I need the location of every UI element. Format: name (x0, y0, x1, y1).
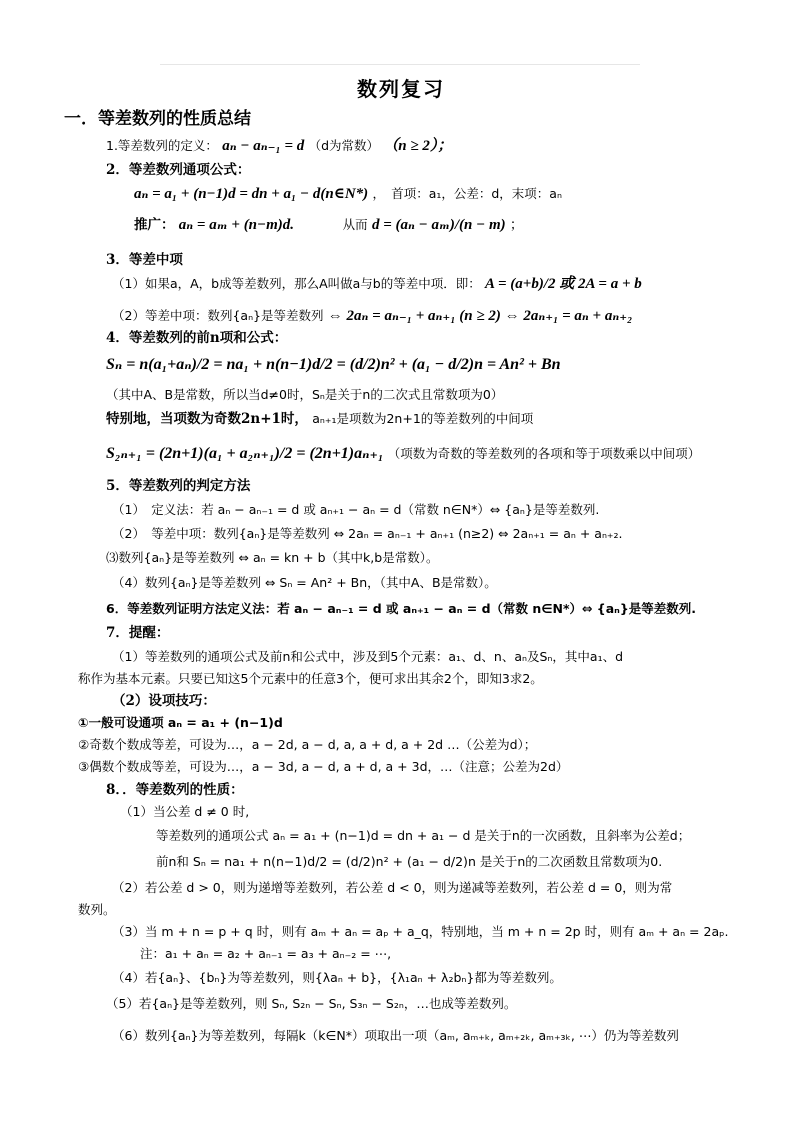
property-2-cont: 数列。 (78, 902, 116, 917)
property-6: （6）数列{aₙ}为等差数列，每隔k（k∈N*）项取出一项（aₘ, aₘ₊ₖ, aₘ₊₂ₖ, aₘ₊₃ₖ, ⋯）仍为等差数列 (112, 1028, 679, 1043)
criterion-4: （4）数列{aₙ}是等差数列 ⇔ Sₙ = An² + Bn，（其中A、B是常数）。 (112, 575, 497, 590)
section-heading: 一．等差数列的性质总结 (64, 109, 251, 129)
property-1: （1）当公差 d ≠ 0 时, (120, 804, 250, 819)
property-2: （2）若公差 d > 0，则为递增等差数列，若公差 d < 0，则为递减等差数列，若公差 d = 0，则为常 (112, 880, 673, 895)
arithmetic-mean-2: （2）等差中项：数列{aₙ}是等差数列 ⇔ 2aₙ = aₙ₋₁ + aₙ₊₁ (n ≥ 2) ⇔ 2aₙ₊₁ = aₙ + aₙ₊₂ (112, 308, 633, 324)
odd-terms-note: 特别地，当项数为奇数2n+1时， aₙ₊₁是项数为2n+1的等差数列的中间项 (106, 411, 534, 427)
item-5-heading: 5．等差数列的判定方法 (106, 478, 251, 494)
property-1-sum: 前n和 Sₙ = na₁ + n(n−1)d/2 = (d/2)n² + (a₁ − d/2)n 是关于n的二次函数且常数项为0. (156, 854, 663, 869)
criterion-3: ⑶数列{aₙ}是等差数列 ⇔ aₙ = kn + b（其中k,b是常数）。 (106, 550, 439, 565)
property-4: （4）若{aₙ}、{bₙ}为等差数列，则{λaₙ + b}，{λ₁aₙ + λ₂bₙ}都为等差数列。 (112, 970, 562, 985)
item-3-heading: 3．等差中项 (106, 252, 183, 268)
tip-3: ③偶数个数成等差，可设为…，a − 3d, a − d, a + d, a + 3d，…（注意；公差为2d） (78, 759, 569, 774)
page-title: 数列复习 (357, 77, 445, 101)
sum-formula-note: （其中A、B是常数，所以当d≠0时，Sₙ是关于n的二次式且常数项为0） (106, 387, 504, 402)
reminder-1: （1）等差数列的通项公式及前n和公式中，涉及到5个元素：a₁、d、n、aₙ及Sₙ，其中a₁、d (112, 649, 624, 664)
sum-formula: Sₙ = n(a₁+aₙ)/2 = na₁ + n(n−1)d/2 = (d/2)n² + (a₁ − d/2)n = An² + Bn (106, 356, 561, 373)
property-3-note: 注：a₁ + aₙ = a₂ + aₙ₋₁ = a₃ + aₙ₋₂ = ⋯, (140, 946, 392, 961)
odd-sum-formula: S₂ₙ₊₁ = (2n+1)(a₁ + a₂ₙ₊₁)/2 = (2n+1)aₙ₊₁ （项数为奇数的等差数列的各项和等于项数乘以中间项） (106, 445, 701, 462)
general-term-formula: aₙ = a₁ + (n−1)d = dn + a₁ − d(n∈N*) ， 首项：a₁，公差：d，末项：aₙ (134, 186, 562, 202)
item-6-proof-method: 6．等差数列证明方法定义法：若 aₙ − aₙ₋₁ = d 或 aₙ₊₁ − aₙ = d（常数 n∈N*）⇔ {aₙ}是等差数列. (106, 601, 696, 616)
header-rule (160, 64, 640, 65)
formula-definition: aₙ − aₙ₋₁ = d (222, 138, 305, 154)
property-1-general-term: 等差数列的通项公式 aₙ = a₁ + (n−1)d = dn + a₁ − d 是关于n的一次函数，且斜率为公差d； (156, 828, 691, 843)
item-7-heading: 7．提醒： (106, 625, 170, 641)
item-4-heading: 4．等差数列的前n项和公式： (106, 330, 288, 346)
criterion-1: （1） 定义法：若 aₙ − aₙ₋₁ = d 或 aₙ₊₁ − aₙ = d（常数 n∈N*）⇔ {aₙ}是等差数列. (112, 502, 600, 517)
item-1-label: 1.等差数列的定义： aₙ − aₙ₋₁ = d （d为常数） （n ≥ 2）； (106, 138, 453, 154)
tip-2: ②奇数个数成等差，可设为…，a − 2d, a − d, a, a + d, a + 2d …（公差为d）； (78, 737, 537, 752)
arithmetic-mean-1: （1）如果a，A，b成等差数列，那么A叫做a与b的等差中项．即： A = (a+b)/2 或 2A = a + b (112, 276, 642, 292)
property-5: （5）若{aₙ}是等差数列，则 Sₙ, S₂ₙ − Sₙ, S₃ₙ − S₂ₙ，…也成等差数列。 (106, 996, 517, 1011)
generalization-line: 推广： aₙ = aₘ + (n−m)d. 从而 d = (aₙ − aₘ)/(n − m) ； (134, 217, 524, 233)
reminder-2: （2）设项技巧： (112, 693, 216, 709)
property-3: （3）当 m + n = p + q 时，则有 aₘ + aₙ = aₚ + a_q，特别地，当 m + n = 2p 时，则有 aₘ + aₙ = 2aₚ. (112, 924, 729, 939)
tip-1: ①一般可设通项 aₙ = a₁ + (n−1)d (78, 715, 283, 730)
item-2-heading: 2．等差数列通项公式： (106, 162, 251, 178)
reminder-1-cont: 称作为基本元素。只要已知这5个元素中的任意3个，便可求出其余2个，即知3求2。 (78, 671, 543, 686)
item-8-heading: 8．．等差数列的性质： (106, 782, 244, 798)
criterion-2: （2） 等差中项：数列{aₙ}是等差数列 ⇔ 2aₙ = aₙ₋₁ + aₙ₊₁ (n≥2) ⇔ 2aₙ₊₁ = aₙ + aₙ₊₂. (112, 526, 623, 541)
